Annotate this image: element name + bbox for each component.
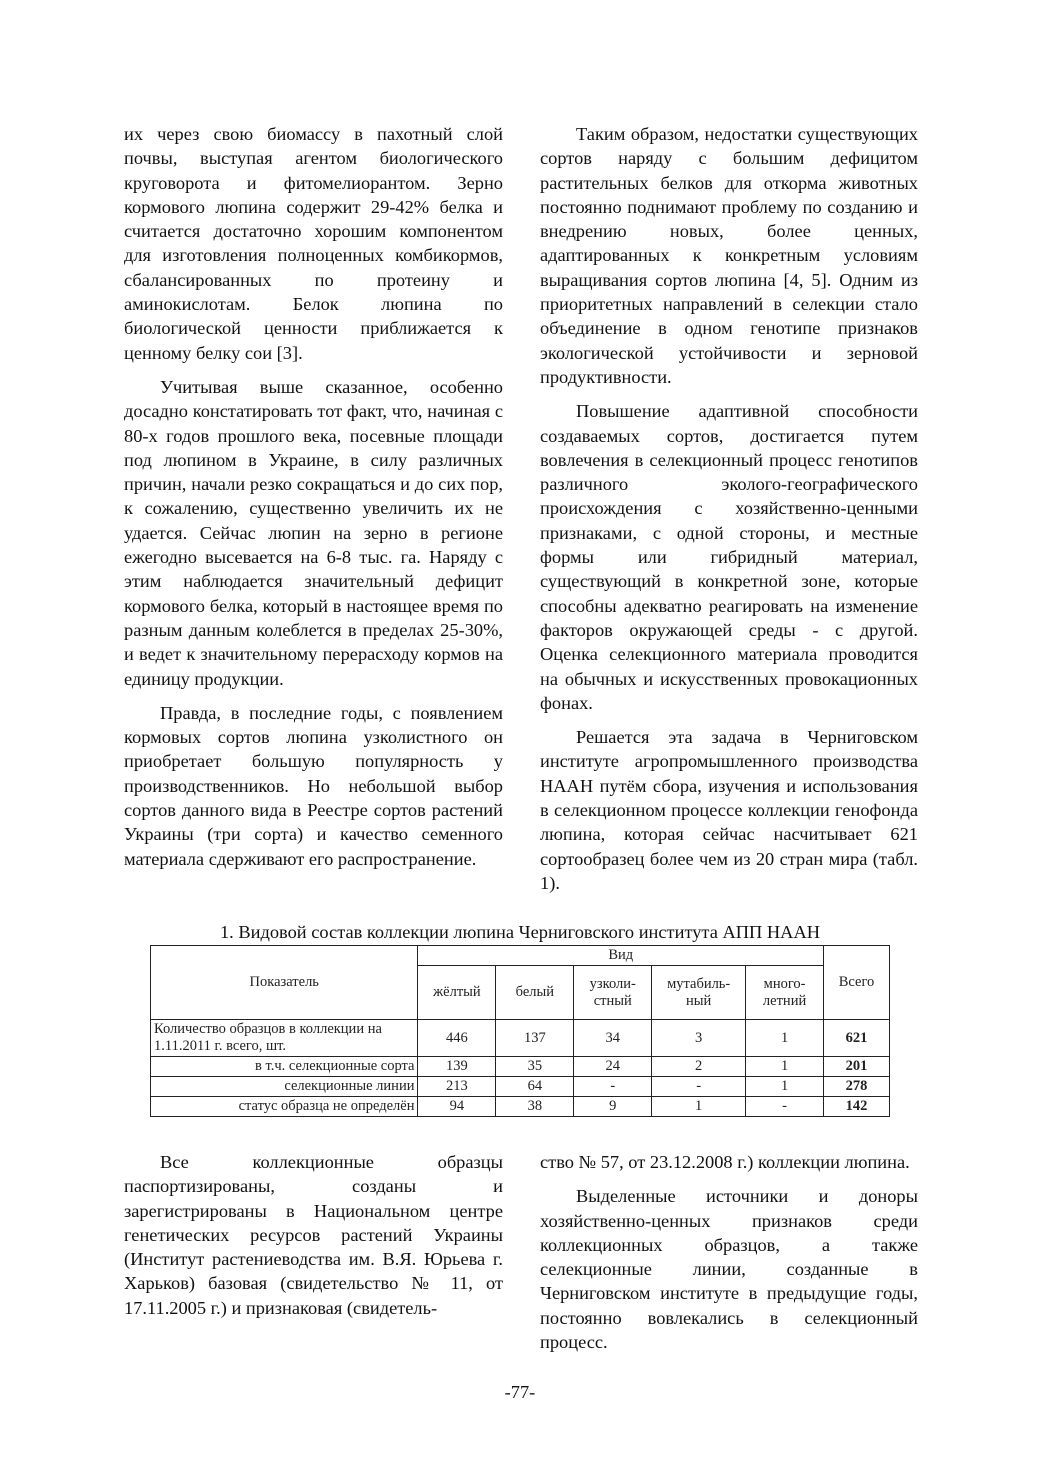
header-indicator: Показатель	[151, 946, 418, 1020]
table-row	[151, 1020, 890, 1057]
paragraph: Правда, в последние годы, с появлением кормовых сортов люпина узколистного он приобретает большую популярность у производственников. Но небольшой выбор сортов данного вида в Реестре сортов растений Украины (три сорта) и качество семенного материала сдерживают его распространение.	[124, 702, 503, 869]
paragraph: ство № 57, от 23.12.2008 г.) коллекции люпина.	[540, 1152, 910, 1172]
cell: 137	[496, 1020, 574, 1057]
header-species: узколи-стный	[574, 966, 652, 1020]
text-column-left-top	[124, 122, 503, 881]
cell: 1	[746, 1020, 824, 1057]
cell-total: 278	[824, 1077, 890, 1097]
paragraph: Выделенные источники и доноры хозяйственно-ценных признаков среди коллекционных образцов, а также селекционные линии, созданные в Черниговском институте в предыдущие годы, постоянно вовлекались в селекционный процесс.	[540, 1186, 918, 1353]
table-row	[151, 1057, 890, 1077]
page-number: -77-	[504, 1382, 536, 1402]
cell: 139	[418, 1057, 496, 1077]
text-column-left-bottom	[124, 1150, 503, 1330]
paragraph: Решается эта задача в Черниговском институте агропромышленного производства НААН путём сбора, изучения и использования в селекционном процессе коллекции генофонда люпина, которая сейчас насчитывает 621 сортообразец более чем из 20 стран мира (табл. 1).	[540, 727, 918, 893]
row-label: в т.ч. селекционные сорта	[151, 1057, 418, 1077]
cell: 1	[746, 1057, 824, 1077]
table-row	[151, 1077, 890, 1097]
cell: 1	[746, 1077, 824, 1097]
cell: 24	[574, 1057, 652, 1077]
header-total: Всего	[824, 946, 890, 1020]
cell: -	[574, 1077, 652, 1097]
header-species: мутабиль-ный	[652, 966, 746, 1020]
cell: 9	[574, 1097, 652, 1117]
paragraph: Все коллекционные образцы паспортизированы, созданы и зарегистрированы в Национальном центре генетических ресурсов растений Украины (Институт растениеводства им. В.Я. Юрьева г. Харьков) базовая (свидетельство № 11, от 17.11.2005 г.) и признаковая (свидетель-	[124, 1152, 503, 1318]
header-species: белый	[496, 966, 574, 1020]
cell-total: 142	[824, 1097, 890, 1117]
paragraph: Учитывая выше сказанное, особенно досадно констатировать тот факт, что, начиная с 80-х годов прошлого века, посевные площади под люпином в Украине, в силу различных причин, начали резко сокращаться и до сих пор, к сожалению, существенно увеличить их не удается. Сейчас люпин на зерно в регионе ежегодно высевается на 6-8 тыс. га. Наряду с этим наблюдается значительный дефицит кормового белка, который в настоящее время по разным данным колеблется в пределах 25-30%, и ведет к значительному перерасходу кормов на единицу продукции.	[124, 376, 503, 689]
cell: 34	[574, 1020, 652, 1057]
cell: 94	[418, 1097, 496, 1117]
paragraph: Таким образом, недостатки существующих сортов наряду с большим дефицитом растительных белков для откорма животных постоянно поднимают проблему по созданию и внедрению новых, более ценных, адаптированных к конкретным условиям выращивания сортов люпина [4, 5]. Одним из приоритетных направлений в селекции стало объединение в одном генотипе признаков экологической устойчивости и зерновой продуктивности.	[540, 124, 918, 387]
header-species: жёлтый	[418, 966, 496, 1020]
paragraph: Повышение адаптивной способности создаваемых сортов, достигается путем вовлечения в селекционный процесс генотипов различного эколого-географического происхождения с хозяйственно-ценными признаками, с одной стороны, и местные формы или гибридный материал, существующий в конкретной зоне, которые способны адекватно реагировать на изменение факторов окружающей среды - с другой. Оценка селекционного материала проводится на обычных и искусственных провокационных фонах.	[540, 401, 918, 713]
cell: -	[652, 1077, 746, 1097]
row-label: селекционные линии	[151, 1077, 418, 1097]
paragraph: их через свою биомассу в пахотный слой почвы, выступая агентом биологического круговорота и фитомелиорантом. Зерно кормового люпина содержит 29-42% белка и считается достаточно хорошим компонентом для изготовления полноценных комбикормов, сбалансированных по протеину и аминокислотам. Белок люпина по биологической ценности приближается к ценному белку сои [3].	[124, 124, 503, 363]
text-column-right-top	[540, 122, 918, 905]
text-column-right-bottom	[540, 1150, 918, 1364]
cell-total: 201	[824, 1057, 890, 1077]
cell: 213	[418, 1077, 496, 1097]
row-label: статус образца не определён	[151, 1097, 418, 1117]
table-caption: 1. Видовой состав коллекции люпина Черниговского института АПП НААН	[219, 922, 821, 942]
species-table	[150, 945, 890, 1117]
cell: 1	[652, 1097, 746, 1117]
cell: 2	[652, 1057, 746, 1077]
row-label: Количество образцов в коллекции на 1.11.2011 г. всего, шт.	[151, 1020, 418, 1057]
cell: 35	[496, 1057, 574, 1077]
table-header-row	[151, 946, 890, 966]
cell: -	[746, 1097, 824, 1117]
cell: 64	[496, 1077, 574, 1097]
cell: 38	[496, 1097, 574, 1117]
cell-total: 621	[824, 1020, 890, 1057]
header-species: много-летний	[746, 966, 824, 1020]
table-row	[151, 1097, 890, 1117]
header-species-group: Вид	[418, 946, 824, 966]
cell: 3	[652, 1020, 746, 1057]
cell: 446	[418, 1020, 496, 1057]
